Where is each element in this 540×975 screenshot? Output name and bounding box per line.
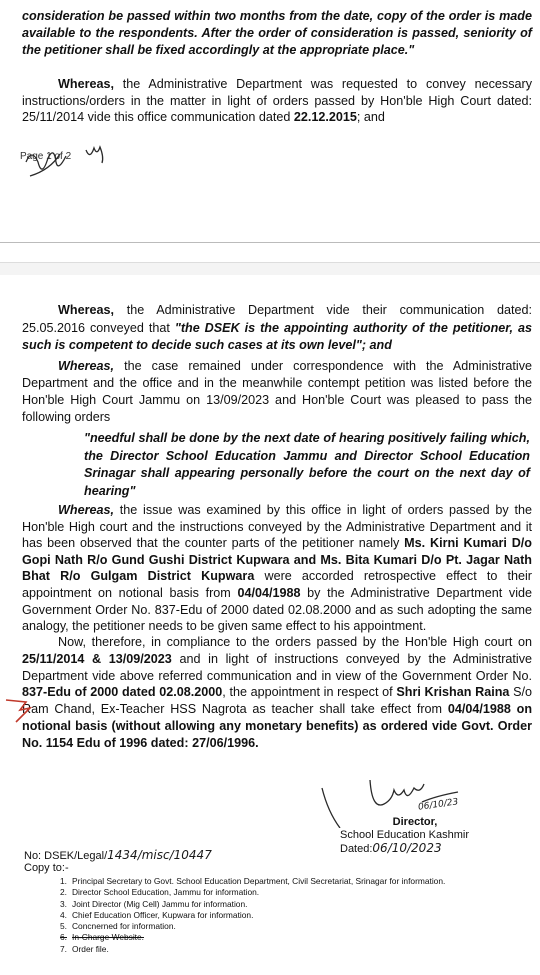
red-pen-mark (2, 694, 38, 724)
copy-list (60, 876, 445, 955)
paragraph-text: the issue was examined by this office in light of orders passed by the Hon'ble High court and the instructions conveyed by the Administrative Department and it has been observed that the counter parts of the petitioner namely (22, 503, 532, 551)
whereas-label: Whereas, (58, 77, 114, 91)
copy-item-number: 5. (60, 921, 67, 932)
quote-continuation: consideration be passed within two months from the date, copy of the order is made available to the respondents. After the order of consideration is passed, seniority of the petitioner shall be fixed accordingly at the appropriate place." (22, 9, 532, 57)
copy-list-item (60, 887, 445, 898)
whereas-label: Whereas, (58, 303, 114, 317)
copy-list-item (60, 876, 445, 887)
government-order: 837-Edu of 2000 dated 02.08.2000 (22, 685, 223, 700)
paragraph-order (22, 634, 532, 752)
counterpart-names: Ms. Kirni Kumari D/o Gopi Nath R/o Gund Gushi District Kupwara and Ms. Bita Kumari D/o Pt. Jagar Nath Bhat R/o Gulgam District Kupwara (22, 536, 532, 584)
copy-item-number: 7. (60, 943, 67, 954)
dated-label: Dated: (340, 843, 373, 855)
copy-list-item (60, 932, 445, 943)
whereas-label: Whereas, (58, 503, 114, 517)
initials-signature (20, 132, 130, 192)
page-one-fragment (0, 0, 540, 262)
paragraph-text: the case remained under correspondence with the Administrative Department and the office and in the meanwhile contempt petition was listed before the Hon'ble High Court Jammu on 13/09/2023 and Hon'ble Court was pleased to pass the following orders (22, 359, 532, 424)
court-dates: 25/11/2014 & 13/09/2023 (22, 651, 172, 666)
copy-item-number: 6. (60, 932, 67, 943)
dsek-quote: "the DSEK is the appointing authority of the petitioner, as such is competent to decide such cases at its own level"; and (22, 320, 532, 352)
copy-item-number: 3. (60, 898, 67, 909)
reference-number (24, 848, 212, 862)
paragraph-examination (22, 502, 532, 635)
copy-item-number: 2. (60, 887, 67, 898)
dated-value: 06/10/2023 (372, 841, 442, 855)
paragraph-text: Now, therefore, in compliance to the orders passed by the Hon'ble High court on (58, 635, 532, 649)
whereas-text: the Administrative Department was requested to convey necessary instructions/orders in the matter in light of orders passed by Hon'ble High Court dated: 25/11/2014 vide this office communication dated (22, 77, 532, 125)
copy-item-text: Order file. (72, 943, 109, 954)
reference-handwritten: 1434/misc/10447 (107, 848, 212, 862)
teacher-name: Shri Krishan Raina (396, 685, 510, 700)
director-block (340, 816, 530, 856)
copy-item-number: 4. (60, 909, 67, 920)
director-dated (340, 842, 530, 856)
page-divider-line (0, 242, 540, 243)
signature-date: 06/10/23 (417, 797, 459, 813)
copy-item-text: In-Charge Website. (72, 932, 144, 943)
whereas-label: Whereas, (58, 359, 114, 373)
paragraph-text-b: were accorded retrospective effect to their appointment on notional basis from (22, 569, 532, 600)
paragraph-text-b: and in light of instructions conveyed by the Administrative Department vide above referred communication and in view of the Government Order No. (22, 651, 533, 683)
court-order-quote: "needful shall be done by the next date of hearing positively failing which, the Director School Education Jammu and Director School Education Srinagar shall appearing personally before the court on the next day of hearing" (84, 431, 530, 498)
reference-label: No: DSEK/Legal/ (24, 850, 108, 862)
copy-item-number: 1. (60, 876, 67, 886)
copy-item-text: Director School Education, Jammu for information. (72, 887, 260, 898)
copy-item-text: Principal Secretary to Govt. School Education Department, Civil Secretariat, Srinagar for information. (72, 876, 446, 886)
page-number: Page 1 of 2 (20, 151, 72, 162)
copy-to-label: Copy to:- (24, 862, 69, 874)
copy-item-text: Joint Director (Mig Cell) Jammu for information. (72, 898, 248, 909)
director-office: School Education Kashmir (340, 829, 470, 841)
whereas-paragraph (22, 76, 532, 126)
paragraph-text: the Administrative Department vide their communication dated: 25.05.2016 conveyed that (22, 303, 533, 335)
paragraph-text-c: , the appointment in respect of (222, 685, 393, 700)
copy-list-item (60, 921, 445, 932)
whereas-tail: ; and (356, 110, 385, 125)
effect-clause: 04/04/1988 on notional basis (without allowing any monetary benefits) as ordered vide Govt. Order No. 1154 Edu of 1996 dated: 27/06/1996. (22, 702, 533, 750)
paragraph-dsek-authority (22, 302, 532, 355)
copy-list-item (60, 899, 445, 910)
paragraph-text-d: S/o Ram Chand, Ex-Teacher HSS Nagrota as teacher shall take effect from (22, 685, 533, 717)
copy-item-text: Chief Education Officer, Kupwara for information. (72, 909, 254, 920)
copy-item-text: Concnerned for information. (72, 921, 176, 932)
paragraph-text-c: by the Administrative Department vide Government Order No. 837-Edu of 2000 dated 02.08.2000 and as such adopting the same analogy, the petitioner needs to be given same effect to his appointment. (22, 585, 532, 634)
copy-list-item (60, 910, 445, 921)
paragraph-correspondence (22, 358, 532, 426)
copy-list-item (60, 944, 445, 955)
notional-date: 04/04/1988 (237, 585, 301, 600)
communication-date: 22.12.2015 (293, 110, 357, 125)
director-title: Director, (392, 816, 438, 828)
